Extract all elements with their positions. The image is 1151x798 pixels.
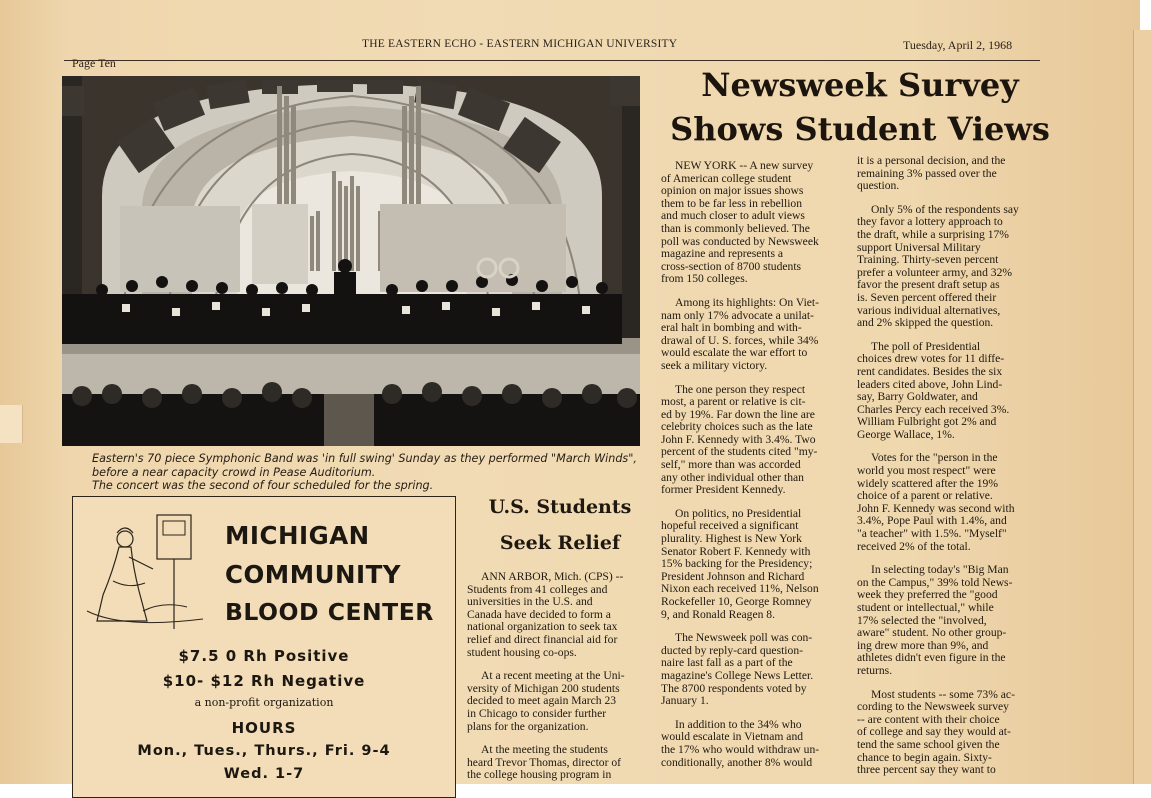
paragraph bbox=[857, 689, 1047, 777]
text-line: rent candidates. Besides the six bbox=[857, 364, 1003, 378]
text-line: any other individual other than bbox=[661, 470, 804, 484]
text-line: William Fulbright got 2% and bbox=[857, 415, 997, 429]
text-line: prefer a volunteer army, and 32% bbox=[857, 265, 1013, 279]
text-line: week they preferred the "good bbox=[857, 588, 998, 602]
text-line: and 2% skipped the question. bbox=[857, 316, 994, 330]
text-line: 15% backing for the Presidency; bbox=[661, 557, 813, 571]
text-line: they favor a lottery approach to bbox=[857, 215, 1003, 229]
text-line: versity of Michigan 200 students bbox=[467, 681, 620, 695]
nonprofit-note: a non-profit organization bbox=[194, 696, 334, 709]
text-line: The one person they respect bbox=[675, 382, 806, 396]
hours-wednesday: Wed. 1-7 bbox=[223, 766, 305, 782]
text-line: -- are content with their choice bbox=[857, 712, 1000, 726]
text-line: say, Barry Goldwater, and bbox=[857, 390, 978, 404]
text-line: eral halt in bombing and with- bbox=[661, 321, 802, 335]
text-line: Senator Robert F. Kennedy with bbox=[661, 544, 811, 558]
page-label: Page Ten bbox=[72, 56, 116, 70]
text-line: January 1. bbox=[661, 694, 709, 708]
text-line: would escalate the war effort to bbox=[661, 346, 808, 360]
text-line: aware" student. No other group- bbox=[857, 626, 1007, 640]
text-line: magazine's College News Letter. bbox=[661, 668, 814, 682]
text-line: choice of a parent or relative. bbox=[857, 489, 993, 503]
text-line: hopeful received a significant bbox=[661, 519, 799, 533]
text-line: The Newsweek poll was con- bbox=[675, 631, 813, 645]
survey-column-2 bbox=[857, 155, 1047, 788]
caption-line: The concert was the second of four scheduled for the spring. bbox=[92, 479, 434, 493]
header-rule bbox=[64, 60, 1040, 61]
text-line: Nixon each received 11%, Nelson bbox=[661, 582, 819, 596]
text-line: ANN ARBOR, Mich. (CPS) -- bbox=[481, 570, 624, 583]
text-line: ed by 19%. Far down the line are bbox=[661, 407, 815, 421]
text-line: Votes for the "person in the bbox=[871, 451, 998, 465]
text-line: poll was conducted by Newsweek bbox=[661, 234, 819, 248]
text-line: athletes didn't even figure in the bbox=[857, 651, 1006, 665]
band-concert-photo bbox=[62, 76, 640, 446]
caption-line: before a near capacity crowd in Pease Auditorium. bbox=[92, 465, 376, 479]
paragraph bbox=[467, 571, 655, 659]
text-line: most, a parent or relative is cit- bbox=[661, 395, 806, 409]
text-line: Training. Thirty-seven percent bbox=[857, 253, 999, 267]
text-line: 3.4%, Pope Paul with 1.4%, and bbox=[857, 514, 1007, 528]
text-line: student or intellectual," while bbox=[857, 601, 994, 614]
text-line: from 150 colleges. bbox=[661, 272, 748, 286]
text-line: celebrity choices such as the late bbox=[661, 420, 813, 434]
text-line: favor the present draft setup as bbox=[857, 278, 1000, 292]
text-line: At a recent meeting at the Uni- bbox=[481, 669, 625, 683]
text-line: received 2% of the total. bbox=[857, 539, 971, 553]
text-line: The 8700 respondents voted by bbox=[661, 681, 807, 695]
text-line: the college housing program in bbox=[467, 768, 612, 782]
text-line: percent of the students cited "my- bbox=[661, 445, 818, 459]
text-line: the 17% who would withdraw un- bbox=[661, 742, 820, 756]
text-line: chance to begin again. Sixty- bbox=[857, 750, 992, 764]
text-line: former President Kennedy. bbox=[661, 483, 786, 497]
text-line: national organization to seek tax bbox=[467, 620, 618, 634]
text-line: Students from 41 colleges and bbox=[467, 582, 608, 596]
survey-column-1 bbox=[661, 160, 851, 780]
ad-heading: BLOOD CENTER bbox=[225, 598, 434, 626]
text-line: Canada have decided to form a bbox=[467, 607, 611, 621]
paragraph bbox=[467, 744, 655, 782]
paragraph bbox=[857, 564, 1047, 677]
text-line: Only 5% of the respondents say bbox=[871, 202, 1019, 216]
paragraph bbox=[661, 297, 851, 373]
text-line: support Universal Military bbox=[857, 240, 981, 254]
text-line: On politics, no Presidential bbox=[675, 506, 802, 520]
ad-heading: COMMUNITY bbox=[225, 560, 402, 589]
text-line: 9, and Ronald Reagen 8. bbox=[661, 607, 775, 621]
text-line: cross-section of 8700 students bbox=[661, 259, 802, 273]
text-line: than is commonly believed. The bbox=[661, 221, 810, 235]
text-line: remaining 3% passed over the bbox=[857, 166, 997, 180]
text-line: Among its highlights: On Viet- bbox=[675, 295, 820, 309]
blood-center-ad bbox=[72, 496, 456, 798]
text-line: Most students -- some 73% ac- bbox=[871, 687, 1015, 701]
hours-days: Mon., Tues., Thurs., Fri. 9-4 bbox=[137, 743, 391, 759]
price-negative: $10- $12 Rh Negative bbox=[162, 672, 366, 690]
text-line: heard Trevor Thomas, director of bbox=[467, 755, 622, 769]
text-line: various individual alternatives, bbox=[857, 303, 1001, 317]
text-line: in Chicago to consider further bbox=[467, 706, 607, 720]
text-line: choices drew votes for 11 diffe- bbox=[857, 352, 1005, 366]
publication-title: THE EASTERN ECHO - EASTERN MICHIGAN UNIVERSITY bbox=[362, 38, 678, 50]
text-line: returns. bbox=[857, 663, 893, 677]
relief-headline: U.S. Students bbox=[488, 496, 632, 518]
paragraph bbox=[661, 508, 851, 621]
paragraph bbox=[661, 632, 851, 708]
text-line: President Johnson and Richard bbox=[661, 569, 805, 583]
page-edge-strip bbox=[1133, 30, 1151, 784]
text-line: leaders cited above, John Lind- bbox=[857, 377, 1003, 391]
text-line: John F. Kennedy with 3.4%. Two bbox=[661, 432, 816, 446]
text-line: cording to the Newsweek survey bbox=[857, 700, 1009, 714]
text-line: Rockefeller 10, George Romney bbox=[661, 595, 812, 608]
text-line: on the Campus," 39% told News- bbox=[857, 575, 1013, 589]
ad-heading: MICHIGAN bbox=[225, 521, 370, 550]
caption-line: Eastern's 70 piece Symphonic Band was 'in full swing' Sunday as they performed "March Winds", bbox=[92, 452, 637, 465]
text-line: plurality. Highest is New York bbox=[661, 532, 802, 546]
text-line: relief and direct financial aid for bbox=[467, 632, 618, 646]
paragraph bbox=[857, 204, 1047, 330]
text-line: them to be far less in rebellion bbox=[661, 196, 803, 210]
text-line: self," more than was accorded bbox=[661, 458, 801, 472]
text-line: and much closer to adult views bbox=[661, 209, 805, 223]
text-line: student housing co-ops. bbox=[467, 645, 577, 659]
text-line: 17% selected the "involved, bbox=[857, 613, 987, 627]
text-line: question. bbox=[857, 179, 900, 193]
text-line: of college and say they would at- bbox=[857, 725, 1011, 739]
text-line: nam only 17% advocate a unilat- bbox=[661, 308, 814, 322]
text-line: of American college student bbox=[661, 171, 792, 185]
paragraph bbox=[857, 341, 1047, 442]
text-line: At the meeting the students bbox=[481, 743, 608, 757]
text-line: seek a military victory. bbox=[661, 358, 768, 372]
text-line: magazine and represents a bbox=[661, 247, 783, 261]
text-line: ing drew more than 9%, and bbox=[857, 638, 989, 652]
paragraph bbox=[661, 719, 851, 769]
text-line: conditionally, another 8% would bbox=[661, 755, 813, 769]
text-line: John F. Kennedy was second with bbox=[857, 501, 1015, 515]
paragraph bbox=[857, 155, 1047, 193]
text-line: plans for the organization. bbox=[467, 719, 589, 733]
text-line: George Wallace, 1%. bbox=[857, 427, 955, 441]
relief-story-column bbox=[467, 571, 655, 793]
text-line: In addition to the 34% who bbox=[675, 717, 802, 731]
text-line: opinion on major issues shows bbox=[661, 184, 804, 198]
text-line: naire last fall as a part of the bbox=[661, 656, 793, 670]
text-line: would escalate in Vietnam and bbox=[661, 730, 804, 744]
price-positive: $7.5 0 Rh Positive bbox=[178, 647, 350, 665]
text-line: world you most respect" were bbox=[857, 464, 996, 478]
text-line: three percent say they want to bbox=[857, 763, 996, 777]
survey-headline: Newsweek Survey bbox=[701, 66, 1019, 104]
text-line: The poll of Presidential bbox=[871, 339, 981, 353]
text-line: drawal of U. S. forces, while 34% bbox=[661, 333, 819, 347]
nurse-illustration bbox=[83, 511, 213, 631]
text-line: NEW YORK -- A new survey bbox=[675, 159, 814, 172]
photo-caption bbox=[92, 452, 652, 493]
relief-headline: Seek Relief bbox=[499, 532, 621, 554]
text-line: "a teacher" with 1.5%. "Myself" bbox=[857, 527, 1007, 541]
text-line: Charles Percy each received 3%. bbox=[857, 402, 1010, 416]
survey-headline: Shows Student Views bbox=[670, 110, 1050, 148]
paragraph bbox=[467, 670, 655, 733]
text-line: is. Seven percent offered their bbox=[857, 290, 997, 304]
text-line: In selecting today's "Big Man bbox=[871, 563, 1009, 577]
text-line: the draft, while a surprising 17% bbox=[857, 227, 1009, 241]
text-line: tend the same school given the bbox=[857, 737, 1000, 751]
paper-tab bbox=[0, 405, 23, 443]
text-line: decided to meet again March 23 bbox=[467, 694, 617, 708]
text-line: ducted by reply-card question- bbox=[661, 643, 803, 657]
hours-label: HOURS bbox=[231, 719, 297, 737]
paragraph bbox=[857, 452, 1047, 553]
paragraph bbox=[661, 160, 851, 286]
text-line: universities in the U.S. and bbox=[467, 595, 593, 609]
paragraph bbox=[661, 384, 851, 497]
text-line: it is a personal decision, and the bbox=[857, 154, 1006, 167]
issue-date: Tuesday, April 2, 1968 bbox=[903, 38, 1013, 52]
text-line: widely scattered after the 19% bbox=[857, 476, 998, 490]
